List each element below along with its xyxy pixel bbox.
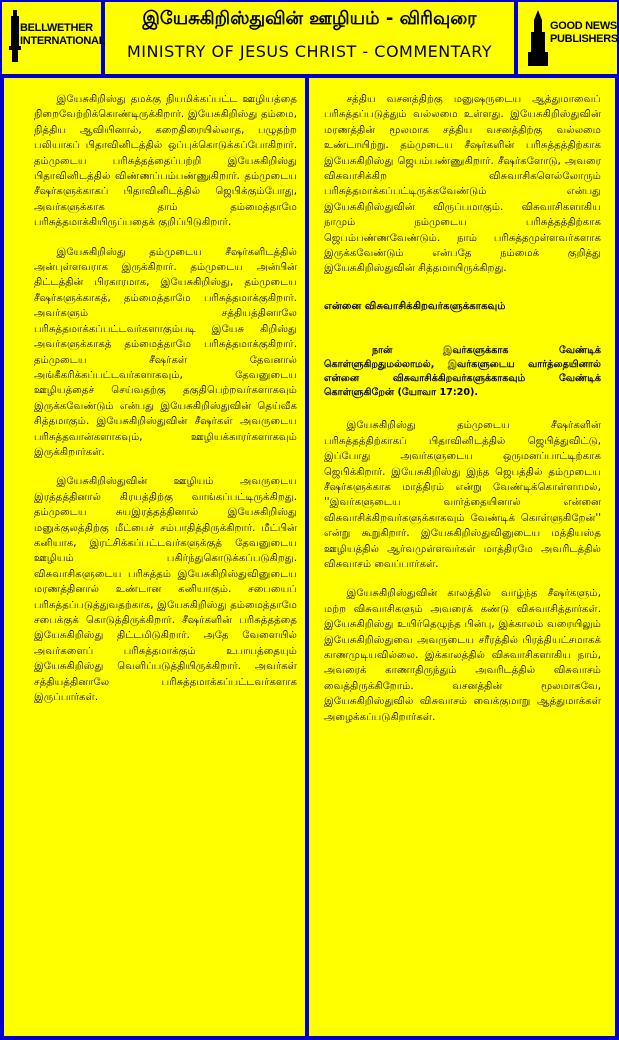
bell-tower-icon <box>528 10 548 66</box>
good-news-line1: GOOD NEWS <box>550 20 617 32</box>
bellwether-line2: INTERNATIONAL <box>20 35 106 47</box>
paragraph: இயேசுகிறிஸ்து தமக்கு நியமிக்கப்பட்ட ஊழியத்தை நிறைவேற்றிக்கொண்டிருக்கிறார். இயேசுகிறிஸ்து தம்மை, நித்திய ஆவியினால், கறைதிரையில்லாத, பழுதற்ற பலியாகப் பிதாவினிடத்தில் ஒப்புக்கொடுக்கப்போகிறார். தம்முடைய பரிசுத்தத்தைப்பற்றி இயேசுகிறிஸ்து பிதாவினிடத்தில் விண்ணப்பம்பண்ணுகிறார். தம்முடைய சீஷர்களுக்காகப் பிதாவினிடத்தில் ஜெபிக்கும்போது, அவர்களுக்காக தாம் தம்மைத்தாமே பரிசுத்தமாக்கியிருப்பதைக் குறிப்பிடுகிறார். <box>34 94 297 229</box>
commentary-body <box>4 78 615 1036</box>
section-heading: என்னை விசுவாசிக்கிறவர்களுக்காகவும் <box>324 300 506 312</box>
paragraph: இயேசுகிறிஸ்து தம்முடைய சீஷர்களிடத்தில் அன்புள்ளவராக இருக்கிறார். தம்முடைய அன்பின் திட்டத்தின் பிரகாரமாக, இயேசுகிறிஸ்து, தம்முடைய சீஷர்களுக்காகத், தம்மைத்தாமே பரிசுத்தமாக்குகிறார். அவர்களும் சத்தியத்தினாலே பரிசுத்தமாக்கப்பட்டவர்களாகும்படி இயேசு கிறிஸ்து அவர்களுக்காகத் தம்மைத்தாமே பரிசுத்தமாக்குகிறார். தம்முடைய சீஷர்கள் தேவனால் அங்கீகரிக்கப்பட்டவர்களாகவும், தேவனுடைய ஊழியத்தைச் செய்வதற்கு தகுதிபெற்றவர்களாகவும் இருக்கவேண்டும் என்பது இயேசுகிறிஸ்துவின் தெய்வீக சித்தமாகும். இயேசுகிறிஸ்துவின் சீஷர்கள் அவருடைய பரிசுத்தவான்களாகவும், ஊழியக்காரர்களாகவும் இருக்கிறார்கள். <box>34 246 297 458</box>
paragraph: இயேசுகிறிஸ்துவின் காலத்தில் வாழ்ந்த சீஷர்களும், மற்ற விசுவாசிகளும் அவரைக் கண்டு விசுவாசித்தார்கள். இயேசுகிறிஸ்து உயிர்தெழுந்த பின்பு, இக்காலம் வரையிலும் இயேசுகிறிஸ்துவை அவருடைய சரீரத்தில் பிரத்தியட்சமாகக் காணமுடியவில்லை. இக்காலத்தில் விசுவாசிகளாகிய நாம், அவரைக் காணாதிருந்தும் அவரிடத்தில் விசுவாசம் வைத்திருக்கிறோம். வசனத்தின் மூலமாகவே, இயேசுகிறிஸ்துவில் விசுவாசம் வைக்குமாறு ஆத்துமாக்கள் அழைக்கப்படுகிறார்கள். <box>324 588 601 723</box>
scripture-quote: நான் இவர்களுக்காக வேண்டிக் கொள்ளுகிறதுமல்லாமல், இவர்களுடைய வார்த்தையினால் என்னை விசுவாசிக்கிறவர்களுக்காகவும் வேண்டிக் கொள்ளுகிறேன் (யோவா 17:20). <box>324 345 601 399</box>
left-column <box>4 78 305 1036</box>
good-news-logo-text <box>550 20 618 46</box>
right-column <box>309 78 615 1036</box>
title-box <box>105 2 514 74</box>
page-header <box>2 2 617 74</box>
bellwether-logo <box>2 2 106 74</box>
bellwether-line1: BELLWETHER <box>20 22 93 34</box>
paragraph: சத்திய வசனத்திற்கு மனுஷருடைய ஆத்துமாவைப் பரிசுத்தப்படுத்தும் வல்லமை உள்ளது. இயேசுகிறிஸ்துவின் மரணத்தின் மூலமாக சத்திய வசனத்திற்கு வல்லமை உண்டாயிற்று. தம்முடைய சீஷர்களின் பரிசுத்தத்திற்காக இயேசுகிறிஸ்து ஜெபம்பண்ணுகிறார். சீஷர்களோடு, அவரை விசுவாசிக்கிற விசுவாசிகளெல்லோரும் பரிசுத்தமாக்கப்பட்டிருக்கவேண்டும் என்பது இயேசுகிறிஸ்துவின் விருப்பமாகும். விசுவாசிகளாகிய நாமும் நம்முடைய பரிசுத்தத்திற்காக ஜெபம்பண்ணவேண்டும். நாம் பரிசுத்தமுள்ளவர்களாக இருக்கவேண்டும் என்பதே நம்மைக் குறித்து இயேசுகிறிஸ்துவின் சித்தமாயிருக்கிறது. <box>324 94 601 275</box>
page-title-tamil: இயேசுகிறிஸ்துவின் ஊழியம் - விரிவுரை <box>142 8 477 29</box>
paragraph: இயேசுகிறிஸ்துவின் ஊழியம் அவருடைய இரத்தத்தினால் கிரயத்திற்கு வாங்கப்பட்டிருக்கிறது. தம்முடைய சுயஇரத்தத்தினால் இயேசுகிறிஸ்து மனுக்குலத்திற்கு மீட்பைச் சம்பாதித்திருக்கிறார். மீட்பின் கனியாக, இரட்சிக்கப்பட்டவர்களுக்குத் தேவனுடைய ஊழியம் பகிர்ந்துகொடுக்கப்படுகிறது. விசுவாசிகளுடைய பரிசுத்தம் இயேசுகிறிஸ்துவினுடைய மரணத்தினால் உண்டான கனியாகும். சபையைப் பரிசுத்தப்படுத்துவதற்காக, இயேசுகிறிஸ்து தம்மைத்தாமே சபைக்குக் கொடுத்திருக்கிறார். சீஷர்களின் பரிசுத்தத்தை இயேசுகிறிஸ்து திட்டமிடுகிறார். அதே வேளையில் அவர்களைப் பரிசுத்தமாக்கும் உபாயத்தையும் இயேசுகிறிஸ்து வெளிப்படுத்தியிருக்கிறார். அவர்கள் சத்தியத்தினாலே பரிசுத்தமாக்கப்பட்டவர்களாக இருப்பார்கள். <box>34 476 297 704</box>
good-news-logo <box>518 2 617 74</box>
good-news-line2: PUBLISHERS <box>550 33 618 45</box>
page-title-english: MINISTRY OF JESUS CHRIST - COMMENTARY <box>126 42 493 61</box>
paragraph: இயேசுகிறிஸ்து தம்முடைய சீஷர்களின் பரிசுத்தத்திற்காகப் பிதாவினிடத்தில் ஜெபித்துவிட்டு, இப்போது அவர்களுடைய ஒருமனப்பாட்டிற்காக ஜெபிக்கிறார். இயேசுகிறிஸ்து இந்த ஜெபத்தில் தம்முடைய சீஷர்களுக்காக மாத்திரம் என்று வேண்டிக்கொள்ளாமல், ''இவர்களுடைய வார்த்தையினால் என்னை விசுவாசிக்கிறவர்களுக்காகவும் வேண்டிக் கொள்ளுகிறேன்'' என்று கூறுகிறார். இயேசுகிறிஸ்துவினுடைய மத்தியஸ்த ஊழியத்தில் ஆர்வமுள்ளவர்கள் மாத்திரமே அவரிடத்தில் விசுவாசம் வைப்பார்கள். <box>324 420 601 570</box>
bellwether-logo-text <box>20 22 105 48</box>
